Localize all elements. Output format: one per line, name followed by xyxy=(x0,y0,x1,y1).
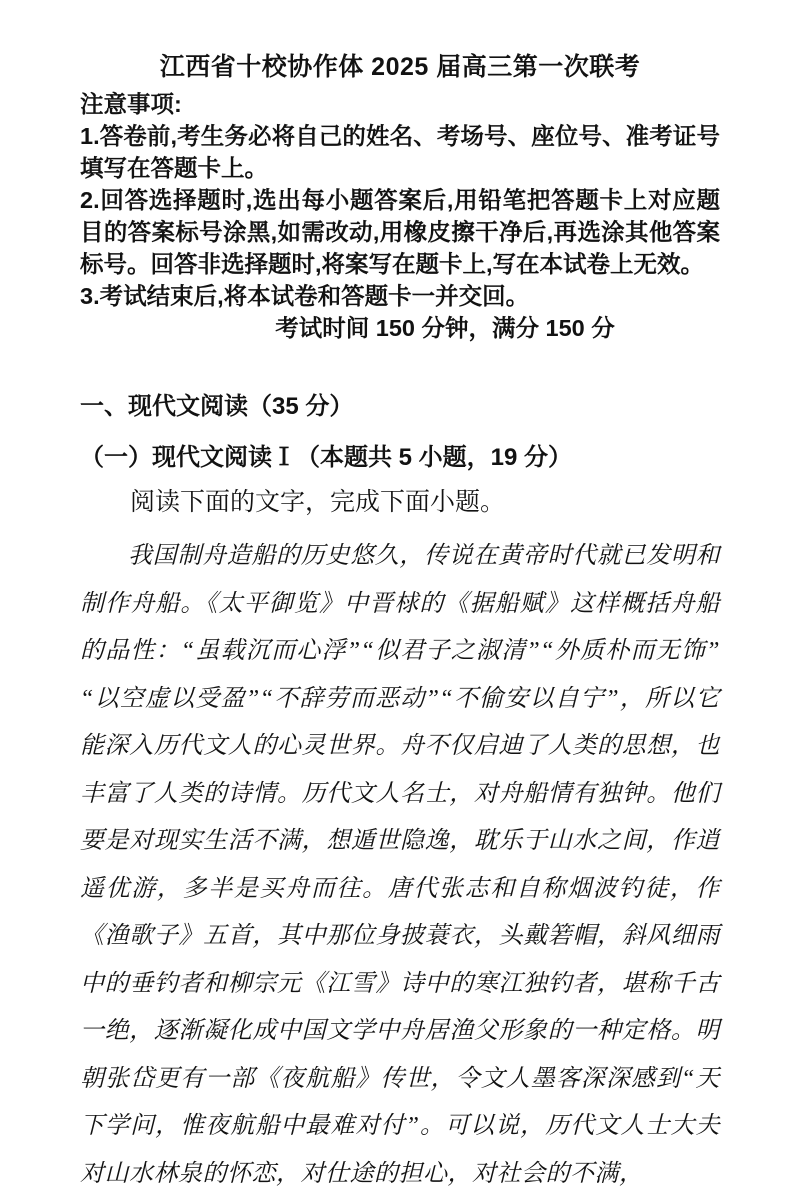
notice-item: 2.回答选择题时,选出每小题答案后,用铅笔把答题卡上对应题目的答案标号涂黑,如需改动,用橡皮擦干净后,再选涂其他答案标号。回答非选择题时,将案写在题卡上,写在本试卷上无效。 xyxy=(80,187,720,277)
paper-title: 江西省十校协作体 2025 届高三第一次联考 xyxy=(159,53,641,81)
subsection-heading-reading-1: （一）现代文阅读Ⅰ（本题共 5 小题，19 分） xyxy=(80,444,573,471)
section-heading-modern-reading: 一、现代文阅读（35 分） xyxy=(80,393,354,420)
notice-item: 1.答卷前,考生务必将自己的姓名、考场号、座位号、准考证号填写在答题卡上。 xyxy=(80,123,720,181)
reading-passage: 我国制舟造船的历史悠久，传说在黄帝时代就已发明和制作舟船。《太平御览》中晋梂的《据船赋》这样概括舟船的品性：“虽载沉而心浮”“似君子之淑清”“外质朴而无饰”“以空虚以受盈”“不辞劳而恶动”“不偷安以自宁”，所以它能深入历代文人的心灵世界。舟不仅启迪了人类的思想，也丰富了人类的诗情。历代文人名士，对舟船情有独钟。他们要是对现实生活不满，想遁世隐逸，耽乐于山水之间，作逍遥优游，多半是买舟而往。唐代张志和自称烟波钓徒，作《渔歌子》五首，其中那位身披蓑衣，头戴箬帽，斜风细雨中的垂钓者和柳宗元《江雪》诗中的寒江独钓者，堪称千古一绝，逐渐凝化成中国文学中舟居渔父形象的一种定格。明朝张岱更有一部《夜航船》传世，令文人墨客深深感到“天下学问，惟夜航船中最难对付”。可以说，历代文人士大夫对山水林泉的怀恋，对仕途的担心，对社会的不满， xyxy=(80,543,720,1187)
exam-duration-info: 考试时间 150 分钟，满分 150 分 xyxy=(275,315,615,341)
notice-heading: 注意事项: xyxy=(80,91,182,117)
notice-section xyxy=(80,88,720,344)
notice-item: 3.考试结束后,将本试卷和答题卡一并交回。 xyxy=(80,283,530,309)
reading-instruction: 阅读下面的文字，完成下面小题。 xyxy=(130,489,506,516)
